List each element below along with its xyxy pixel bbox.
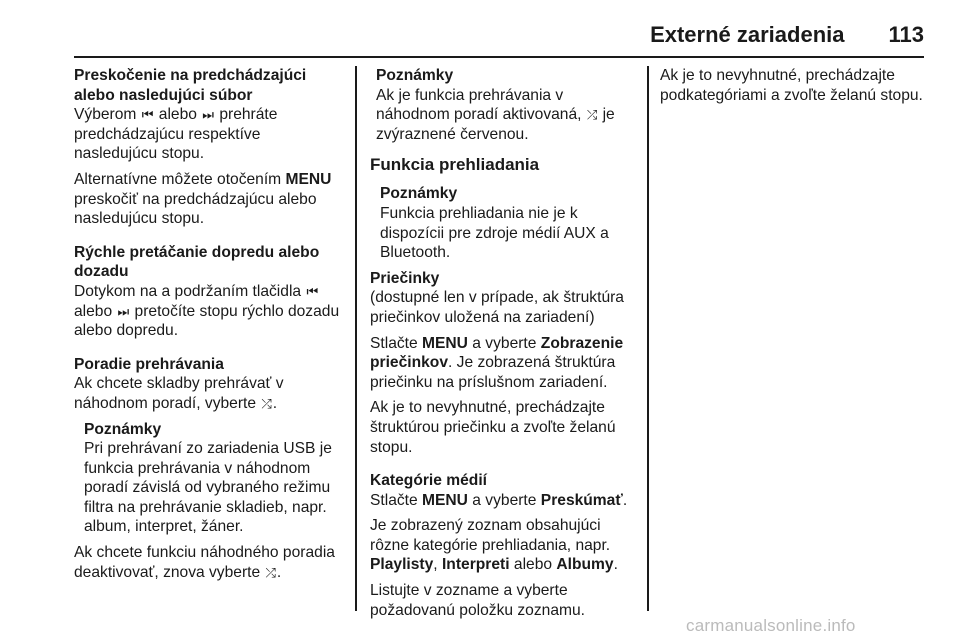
media-categories-heading: Kategórie médií <box>370 472 487 490</box>
shuffle-icon: ⤮ <box>261 395 272 411</box>
note-text: Ak je funkcia prehrávania v náhodnom poradí aktivovaná, ⤮ je zvýraznené červenou. <box>376 86 615 143</box>
shuffle-icon: ⤮ <box>586 107 598 123</box>
folders-paragraph-3: Ak je to nevyhnutné, prechádzajte štruktúrou priečinku a zvoľte želanú stopu. <box>370 399 616 456</box>
column-2 <box>370 66 638 626</box>
header-rule <box>74 56 924 58</box>
next-track-icon: ⏭ <box>117 303 130 319</box>
folder-view-label: Zobrazenie priečinkov <box>370 334 624 372</box>
column-1 <box>74 66 346 588</box>
albums-label: Albumy <box>556 556 614 574</box>
menu-label: MENU <box>285 170 332 188</box>
artists-label: Interpreti <box>441 556 510 574</box>
note-title: Poznámky <box>376 67 454 84</box>
folders-heading: Priečinky <box>370 269 440 287</box>
play-order-heading: Poradie prehrávania <box>74 355 224 373</box>
note-title: Poznámky <box>84 420 162 438</box>
media-paragraph-2: Je zobrazený zoznam obsahujúci rôzne kategórie prehliadania, napr. Playlisty, Interpreti alebo Albumy. <box>370 517 618 574</box>
note-box <box>370 66 638 144</box>
header-title: Externé zariadenia <box>650 22 845 47</box>
menu-label: MENU <box>422 491 468 509</box>
column-3 <box>660 66 924 111</box>
fast-forward-paragraph: Dotykom na a podržaním tlačidla ⏮ alebo ⏭ pretočíte stopu rýchlo dozadu alebo dopredu. <box>74 282 340 340</box>
browse-label: Preskúmať <box>540 491 623 509</box>
skip-paragraph-2: Alternatívne môžete otočením MENU preskočiť na predchádzajúcu alebo nasledujúcu stopu. <box>74 170 332 228</box>
media-paragraph-3: Listujte v zozname a vyberte požadovanú položku zoznamu. <box>370 582 585 619</box>
folders-paragraph-1: (dostupné len v prípade, ak štruktúra priečinkov uložená na zariadení) <box>370 289 624 326</box>
note-title: Poznámky <box>380 185 458 203</box>
playlists-label: Playlisty <box>370 556 434 574</box>
note-box <box>74 420 346 538</box>
play-order-paragraph: Ak chcete skladby prehrávať v náhodnom poradí, vyberte ⤮. <box>74 375 284 412</box>
note-box <box>370 184 638 262</box>
menu-label: MENU <box>422 334 468 352</box>
fast-forward-heading: Rýchle pretáčanie dopredu alebo dozadu <box>74 243 320 281</box>
note-text: Funkcia prehliadania nie je k dispozícii pre zdroje médií AUX a Bluetooth. <box>380 204 609 262</box>
skip-paragraph-1: Výberom ⏮ alebo ⏭ prehráte predchádzajúcu respektíve nasledujúcu stopu. <box>74 106 278 163</box>
page-header <box>650 22 924 48</box>
column-divider-2 <box>647 66 649 611</box>
page-number: 113 <box>888 22 924 47</box>
subcategory-paragraph: Ak je to nevyhnutné, prechádzajte podkategóriami a zvoľte želanú stopu. <box>660 67 923 104</box>
media-paragraph-1: Stlačte MENU a vyberte Preskúmať. <box>370 491 628 509</box>
watermark: carmanualsonline.info <box>686 616 856 635</box>
note-text: Pri prehrávaní zo zariadenia USB je funkcia prehrávania v náhodnom poradí závislá od vybraného režimu filtra na prehrávanie skladieb, napr. album, interpret, žáner. <box>84 440 332 536</box>
browse-heading: Funkcia prehliadania <box>370 155 540 175</box>
shuffle-icon: ⤮ <box>265 564 276 580</box>
folders-paragraph-2: Stlačte MENU a vyberte Zobrazenie priečinkov. Je zobrazená štruktúra priečinku na príslušnom zariadení. <box>370 334 624 391</box>
next-track-icon: ⏭ <box>202 107 214 123</box>
deactivate-paragraph: Ak chcete funkciu náhodného poradia deaktivovať, znova vyberte ⤮. <box>74 544 335 581</box>
column-divider-1 <box>355 66 357 611</box>
previous-track-icon: ⏮ <box>306 283 319 299</box>
skip-heading: Preskočenie na predchádzajúci alebo nasledujúci súbor <box>74 67 307 104</box>
previous-track-icon: ⏮ <box>141 107 154 123</box>
